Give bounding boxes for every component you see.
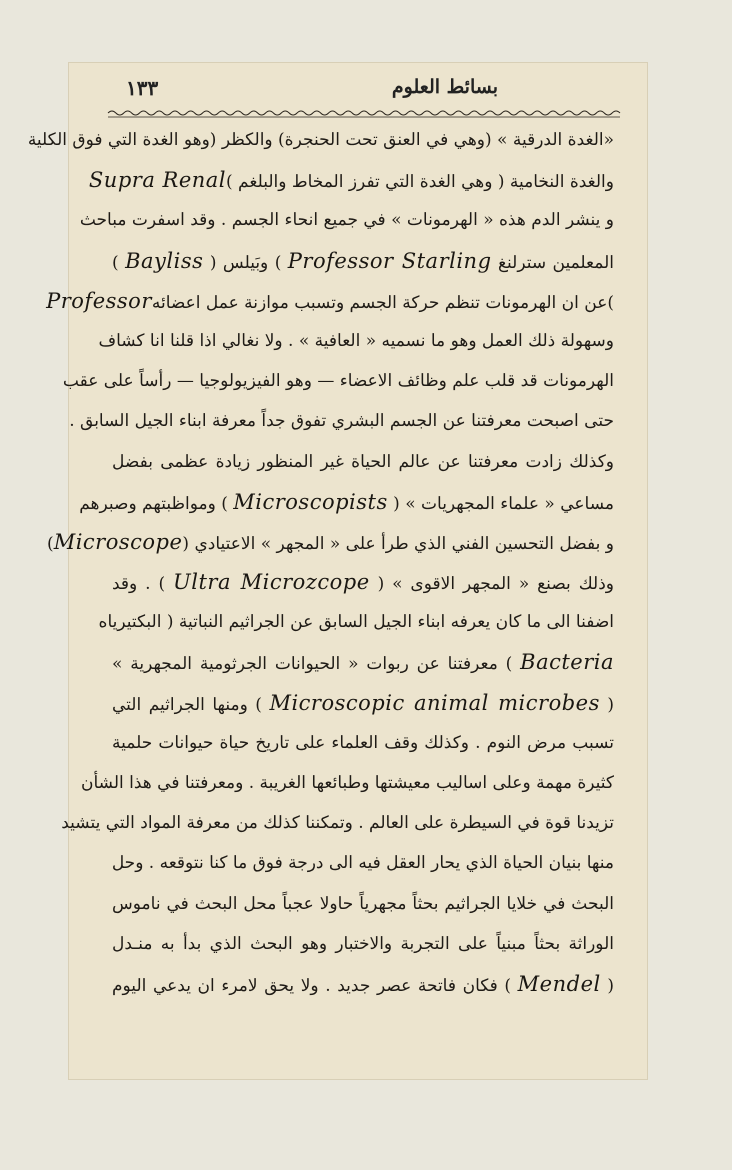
arabic-text: البحث في خلايا الجراثيم بحثاً مجهرياً حاولا عجباً محل البحث في ناموس [112,893,614,914]
arabic-text: تسبب مرض النوم . وكذلك وقف العلماء على تاريخ حياة حيوانات حلمية [112,732,614,753]
arabic-text: )عن ان الهرمونات تنظم حركة الجسم وتسبب موازنة عمل اعضائه [151,292,614,313]
text-line [98,602,614,642]
text-line [112,884,614,924]
text-line [112,241,614,281]
text-line [62,361,614,401]
book-page [27,62,648,1080]
header-wavy-rule [108,108,620,118]
page-header [68,76,648,106]
text-line [61,803,614,843]
arabic-text: اضفنا الى ما كان يعرفه ابناء الجيل السابق عن الجراثيم النباتية ( البكتيرياه [98,612,614,633]
arabic-text: حتى اصبحت معرفتنا عن الجسم البشري تفوق جداً معرفة ابناء الجيل السابق . [69,411,614,432]
arabic-text: ) معرفتنا عن ربوات « الحيوانات الجرثومية المجهرية » [112,654,521,675]
arabic-text: ) [112,252,126,273]
body-text [27,120,615,1004]
arabic-text: ) ومواظبتهم وصبرهم [79,493,234,514]
latin-term: Microscopists [233,489,388,514]
text-line [112,683,614,723]
latin-term: Microscopic animal microbes [269,690,600,715]
arabic-text: الوراثة بحثاً مبنياً على التجربة والاختبار وهو البحث الذي بدأ به منـدل [112,933,614,954]
arabic-text: و بفضل التحسين الفني الذي طرأ على « المجهر » الاعتيادي ( [182,533,614,554]
arabic-text: ) فكان فاتحة عصر جديد . ولا يحق لامرء ان يدعي اليوم [112,975,518,996]
text-line [69,401,614,441]
arabic-text: المعلمين سترلنغ [491,252,614,273]
arabic-text: ( [600,975,614,996]
arabic-text: «الغدة الدرقية » (وهي في العنق تحت الحنجرة) والكظر (وهو الغدة التي فوق الكلية [27,130,614,150]
arabic-text: كثيرة مهمة وعلى اساليب معيشتها وطبائعها الغريبة . ومعرفتنا في هذا الشأن [81,773,614,793]
text-line [79,482,614,522]
arabic-text: ) ومنها الجراثيم التي [112,694,270,715]
arabic-text: ) . وقد [112,574,174,595]
latin-term: Microscope [53,529,183,554]
latin-term: Bayliss [125,248,204,273]
latin-term: Professor [46,288,152,313]
text-line [27,120,614,160]
page-number: ١٣٣ [126,76,159,100]
arabic-text: و ينشر الدم هذه « الهرمونات » في جميع انحاء الجسم . وقد اسفرت مباحث [79,210,614,231]
text-line [112,924,614,964]
text-line [112,642,614,682]
text-line [112,843,614,883]
text-line [88,160,614,200]
latin-term: Bacteria [520,650,614,675]
running-title: بسائط العلوم [391,76,498,98]
text-line [46,281,614,321]
text-line [112,964,614,1004]
latin-term: Ultra Microzcope [173,570,370,595]
text-line [112,562,614,602]
arabic-text: تزيدنا قوة في السيطرة على العالم . وتمكننا كذلك من معرفة المواد التي يتشيد [61,813,614,834]
text-line [47,522,614,562]
arabic-text: وسهولة ذلك العمل وهو ما نسميه « العافية » . ولا نغالي اذا قلنا انا كشاف [98,330,614,351]
text-line [81,763,614,803]
latin-term: Mendel [517,971,601,996]
arabic-text: الهرمونات قد قلب علم وظائف الاعضاء — وهو الفيزيولوجيا — رأساً على عقب [62,371,614,392]
text-line [79,200,614,240]
arabic-text: وكذلك زادت معرفتنا عن عالم الحياة غير المنظور زيادة عظمى بفضل [112,451,614,472]
arabic-text: منها بنيان الحياة الذي يحار العقل فيه الى درجة فوق ما كنا نتوقعه . وحل [111,853,614,874]
arabic-text: وذلك بصنع « المجهر الاقوى » ( [369,574,614,595]
arabic-text: ) وبَيلس ( [203,252,288,273]
text-line [112,723,614,763]
latin-term: Professor Starling [287,248,492,273]
text-line [98,321,614,361]
arabic-text: ) [47,533,54,554]
latin-term: Supra Renal [88,168,227,193]
arabic-text: مساعي « علماء المجهريات » ( [387,493,614,514]
text-line [112,442,614,482]
arabic-text: ( [599,694,615,715]
arabic-text: والغدة النخامية ( وهي الغدة التي تفرز المخاط والبلغم ) [226,172,614,193]
